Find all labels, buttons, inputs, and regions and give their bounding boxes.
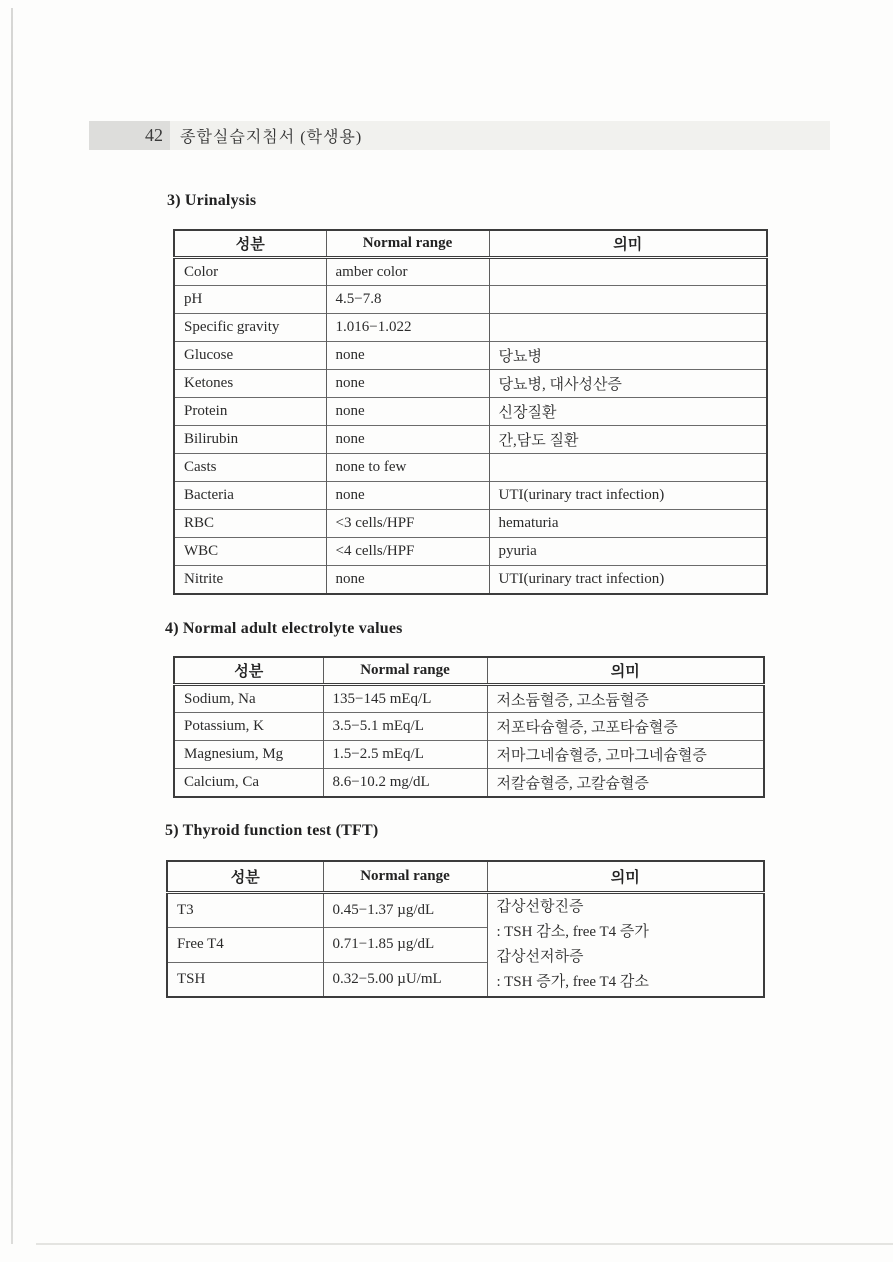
merged-meaning-line: 갑상선항진증 [496,898,584,915]
table-cell: UTI(urinary tract infection) [489,566,767,594]
table-row [174,314,767,342]
table-cell: Calcium, Ca [174,769,323,797]
merged-meaning-cell [487,892,764,997]
table-cell: none to few [326,454,489,482]
table-cell: Glucose [174,342,326,370]
table-cell [489,258,767,286]
table-cell: 저칼슘혈증, 고칼슘혈증 [487,769,764,797]
table-cell: <4 cells/HPF [326,538,489,566]
table-row [167,892,764,927]
table-cell: Bilirubin [174,426,326,454]
column-header: 의미 [487,861,764,892]
table-cell: Bacteria [174,482,326,510]
table-cell: UTI(urinary tract infection) [489,482,767,510]
table-header-row [167,861,764,892]
table-row [174,538,767,566]
table-row [174,342,767,370]
table-cell: 당뇨병 [489,342,767,370]
merged-meaning-line: 갑상선저하증 [496,948,584,965]
electrolyte-table [173,656,765,798]
section-heading-electrolytes: 4) Normal adult electrolyte values [165,620,403,637]
table-row [174,370,767,398]
table-cell: none [326,426,489,454]
merged-meaning-line: : TSH 증가, free T4 감소 [496,973,649,990]
table-cell: none [326,566,489,594]
column-header: 성분 [167,861,323,892]
table-header-row [174,657,764,685]
table-cell: 3.5−5.1 mEq/L [323,713,487,741]
table-cell: 0.71−1.85 µg/dL [323,927,487,962]
table-row [174,482,767,510]
table-cell [489,314,767,342]
page-header [89,121,830,150]
page-bottom-shadow [36,1243,893,1245]
table-cell: Casts [174,454,326,482]
table-cell: Specific gravity [174,314,326,342]
table-cell [489,454,767,482]
table-cell: 1.5−2.5 mEq/L [323,741,487,769]
table-row [174,398,767,426]
table-cell: none [326,482,489,510]
column-header: Normal range [323,657,487,685]
table-cell: pyuria [489,538,767,566]
table-row [174,769,764,797]
page-number [89,121,170,150]
section-heading-thyroid: 5) Thyroid function test (TFT) [165,822,379,839]
table-row [174,286,767,314]
table-cell: <3 cells/HPF [326,510,489,538]
book-title: 종합실습지침서 (학생용) [180,129,363,146]
thyroid-table [166,860,765,998]
table-cell: Magnesium, Mg [174,741,323,769]
table-cell: none [326,370,489,398]
merged-meaning-line: : TSH 감소, free T4 증가 [496,923,649,940]
table-cell: none [326,342,489,370]
table-row [174,685,764,713]
table-cell: Sodium, Na [174,685,323,713]
table-header-row [174,230,767,258]
table-row [174,741,764,769]
table-cell: Protein [174,398,326,426]
table-cell: Nitrite [174,566,326,594]
table-cell: Color [174,258,326,286]
table-cell: 1.016−1.022 [326,314,489,342]
page-number-text: 42 [145,125,163,145]
table-cell: none [326,398,489,426]
column-header: 의미 [487,657,764,685]
table-cell: 135−145 mEq/L [323,685,487,713]
section-heading-urinalysis: 3) Urinalysis [167,192,257,209]
table-cell: 4.5−7.8 [326,286,489,314]
table-cell: RBC [174,510,326,538]
table-row [174,510,767,538]
table-cell: 저마그네슘혈증, 고마그네슘혈증 [487,741,764,769]
table-cell: Potassium, K [174,713,323,741]
table-cell: amber color [326,258,489,286]
table-row [174,426,767,454]
column-header: 성분 [174,657,323,685]
table-row [174,454,767,482]
table-row [174,713,764,741]
table-cell: 저소듐혈증, 고소듐혈증 [487,685,764,713]
column-header: 의미 [489,230,767,258]
table-cell: 0.45−1.37 µg/dL [323,892,487,927]
table-cell: 0.32−5.00 µU/mL [323,962,487,997]
table-cell: WBC [174,538,326,566]
table-cell: 신장질환 [489,398,767,426]
table-cell: T3 [167,892,323,927]
table-cell [489,286,767,314]
table-cell: hematuria [489,510,767,538]
table-cell: 당뇨병, 대사성산증 [489,370,767,398]
column-header: 성분 [174,230,326,258]
table-cell: 저포타슘혈증, 고포타슘혈증 [487,713,764,741]
table-cell: 8.6−10.2 mg/dL [323,769,487,797]
column-header: Normal range [323,861,487,892]
table-cell: TSH [167,962,323,997]
table-cell: 간,담도 질환 [489,426,767,454]
urinalysis-table [173,229,768,595]
table-cell: pH [174,286,326,314]
column-header: Normal range [326,230,489,258]
table-row [174,258,767,286]
page-edge-line [11,8,13,1244]
table-row [174,566,767,594]
table-cell: Free T4 [167,927,323,962]
table-cell: Ketones [174,370,326,398]
